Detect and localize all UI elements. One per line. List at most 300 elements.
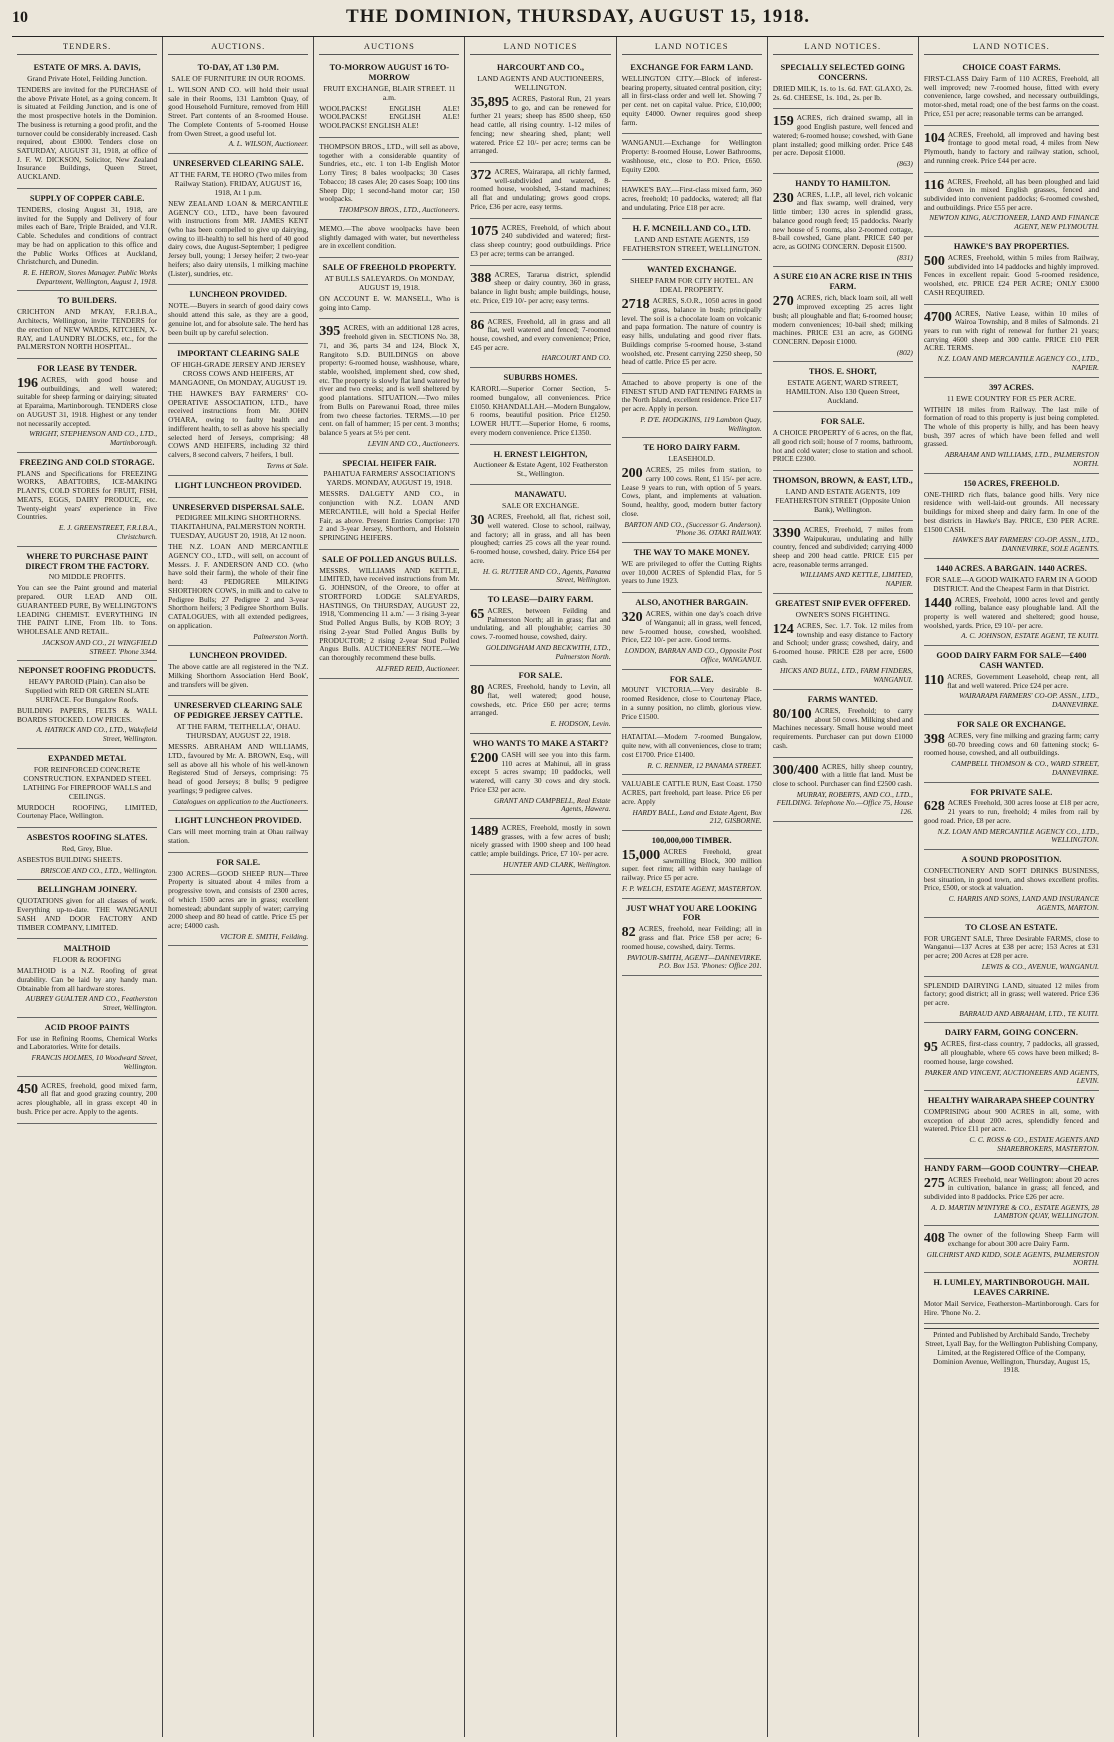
ad-body-text: ACRES, Government Leasehold, cheap rent, all flat and well watered. Price £24 per acre. xyxy=(947,672,1100,690)
ad-body xyxy=(17,308,157,352)
ad-body xyxy=(17,967,157,993)
ad-headline: 1440 ACRES. A BARGAIN. 1440 ACRES. xyxy=(936,563,1087,573)
ad-body-text: 2300 ACRES—GOOD SHEEP RUN—Three Property is situated about 4 miles from a progressive town, and consists of 2300 acres, of which 1500 acres are in grass; excellent homestead; abundant supply of water; carrying 2000 sheep and 80 head of cattle. Price £5 per acre; £4000 cash. xyxy=(168,868,309,931)
ad-body xyxy=(924,75,1099,119)
ad-body xyxy=(168,390,308,460)
ad-acreage-number: 1075 xyxy=(470,223,499,239)
ad-body xyxy=(319,295,459,312)
ad-headline: HARCOURT AND CO., xyxy=(496,63,584,73)
ad-body-text: ACRES, Freehold; to carry about 50 cows. Milking shed and Machines necessary. Small house would meet requirements. Purchaser can put down £1000 cash. xyxy=(772,705,913,750)
classified-ad xyxy=(168,646,308,696)
ad-acreage-number: £200 xyxy=(470,750,499,766)
ad-signature: HARDY BALL, Land and Estate Agent, Box 212, GISBORNE. xyxy=(632,807,762,826)
ad-body-text: ACRES, S.O.R., 1050 acres in good grass, balance in bush; principally level. The soil is a chocolate loam on volcanic and papa formation. The nature of country is easy hills, undulating and good river flats. Buildings comprise 5-roomed house, 3-stand woolshed, etc. Present carrying 2250 sheep, 50 head of cattle. Price £5 per acre. xyxy=(621,296,762,367)
classified-ad xyxy=(622,438,762,543)
classified-ad xyxy=(168,344,308,475)
ad-headline: SALE OF FREEHOLD PROPERTY. xyxy=(322,263,457,273)
classified-ad xyxy=(17,939,157,1018)
ad-subheading: ESTATE AGENT, WARD STREET, HAMILTON. Also 130 Queen Street, Auckland. xyxy=(785,378,900,406)
ad-body-text: ACRES, Freehold, 1000 acres level and gently rolling, balance easy ploughable land. All the property is well watered and sheltered; good house, woolshed, yards. Price, £9 10/- per acre. xyxy=(923,594,1100,630)
ad-body-text: You can see the Paint ground and material prepared. OUR LEAD AND OIL GUARANTEED PURE, By WELLINGTON'S LEADING CHEMIST. EVERYTHING IN THE PAINT LINE, From 1lb. to Tons. WHOLESALE AND RETAIL. xyxy=(17,583,158,637)
ad-body-text: THOMPSON BROS., LTD., will sell as above, together with a considerable quantity of Sundries, etc., etc. 1 ton 1-lb English Motor Lorry Tires; 8 bales woolpacks; 30 Cases Tobacco; 18 cases Ale; 20 cases Soap; 100 tins Sheep Dip; 1 second-hand motor car; 150 woolpacks. xyxy=(319,141,460,204)
ad-body xyxy=(622,780,762,806)
ad-acreage-number: 65 xyxy=(470,606,485,622)
ad-body-text: ACRES, hilly sheep country, with a little flat land. Must be close to school. Purchaser can find £2500 cash. xyxy=(772,761,913,788)
classified-ad xyxy=(17,828,157,880)
ad-body-text: SPLENDID DAIRYING LAND, situated 12 miles from factory; good district; all in grass; well watered. Price £36 per acre. xyxy=(923,980,1100,1007)
ad-headline: H. LUMLEY, MARTINBOROUGH. MAIL LEAVES CARRINE. xyxy=(933,1278,1090,1298)
ad-subheading: HEAVY PAROID (Plain). Can also be Supplied with RED OR GREEN SLATE SURFACE. For Bungalow Roofs. xyxy=(25,677,149,705)
classified-ad xyxy=(924,1273,1099,1324)
classified-ad xyxy=(17,547,157,662)
ad-acreage-number: 2718 xyxy=(621,297,650,313)
ad-headline: WHERE TO PURCHASE PAINT DIRECT FROM THE FACTORY. xyxy=(25,551,149,571)
ad-headline: BELLINGHAM JOINERY. xyxy=(37,885,137,895)
ad-body-text: ACRES, freehold, near Feilding; all in grass and flat. Price £58 per acre; 6-roomed house, cowshed, dairy. Terms. xyxy=(621,924,762,951)
ad-subheading: PEDIGREE MILKING SHORTHORNS. TIAKITAHUNA, PALMERSTON NORTH. TUESDAY, AUGUST 20, 1918, At 12 noon. xyxy=(170,513,307,541)
ad-headline: THE WAY TO MAKE MONEY. xyxy=(633,548,750,558)
ad-signature: Catalogues on application to the Auctioneers. xyxy=(172,796,309,806)
column-heading: LAND NOTICES. xyxy=(924,39,1099,55)
ad-body-text: ACRES, Freehold, all has been ploughed and laid down in mixed English grasses, fenced and subdivided into convenient paddocks; 6-roomed cowshed, and outbuildings. Price £55 per acre. xyxy=(923,176,1100,212)
ad-body-text: ACRES Freehold, near Wellington: about 20 acres in cultivation, balance in grass; all fenced, and subdivided into 8 paddocks. Price £26 per acre. xyxy=(923,1174,1100,1201)
ad-body-text: ACRES, Sec. 1.7. Tok. 12 miles from township and easy distance to Factory and School; under grass; cowshed, dairy, and 6-roomed house. PRICE £28 per acre, £600 cash. xyxy=(772,620,913,665)
ad-body-text: ACRES, with an additional 128 acres, freehold given in. SECTIONS No. 38, 71, and 36, parts 34 and 124, Block X, Rangitoto S.D. BUILDINGS on above property: 6-roomed house, washhouse, whare, stable, woolshed, implement shed, cow shed, etc. The property is slowly flat land watered by river and two creeks; and is well sheltered by good plantations. SITUATION.—Two miles from Bulls on Parewanui Road, three miles from two cheese factories. TERMS.—10 per cent. on fall of hammer; 15 per cent. 3 months; balance 5 years at 5½ per cent. xyxy=(319,323,460,438)
ad-body xyxy=(924,867,1099,893)
classified-ad xyxy=(17,661,157,749)
ad-subheading: OWNER'S SONS FIGHTING. xyxy=(795,609,890,619)
classified-ad xyxy=(622,593,762,669)
classified-ad xyxy=(470,219,610,266)
ad-body xyxy=(924,1231,1099,1248)
ad-subheading: AT BULLS SALEYARDS. On MONDAY, AUGUST 19, 1918. xyxy=(324,273,455,292)
page-number: 10 xyxy=(12,9,28,26)
classified-ad xyxy=(924,474,1099,559)
classified-ad xyxy=(622,374,762,438)
classified-ad xyxy=(924,715,1099,783)
ad-body xyxy=(622,297,762,367)
classified-ad xyxy=(622,58,762,134)
ad-body xyxy=(168,663,308,689)
ad-acreage-number: 1489 xyxy=(470,823,499,839)
ad-subheading: FLOOR & ROOFING xyxy=(52,955,122,965)
ad-body-text: FOR URGENT SALE, Three Desirable FARMS, close to Wanganui—137 Acres at £38 per acre; 153 Acres at £31 per acre; 200 Acres at £28 per acre. xyxy=(923,933,1100,961)
ad-body xyxy=(924,935,1099,961)
ad-body-text: ACRES, Freehold, mostly in sown grasses, with a few acres of bush; nicely grassed with 1900 sheep and 100 head cattle; ample buildings. Price, £7 10/- per acre. xyxy=(470,822,611,859)
ad-signature: NEWTON KING, AUCTIONEER, LAND AND FINANCE AGENT, NEW PLYMOUTH. xyxy=(929,213,1100,232)
ad-headline: FOR SALE. xyxy=(518,671,563,681)
classified-ad xyxy=(470,445,610,486)
classified-ad xyxy=(622,775,762,831)
ad-body xyxy=(319,567,459,663)
ad-body-text: Attached to above property is one of the FINEST STUD AND FATTENING FARMS in the North Island, excellent residence. Price £17 per acre. Apply in person. xyxy=(621,377,762,414)
classified-ad xyxy=(773,594,913,690)
classified-ad xyxy=(924,1159,1099,1227)
ad-body-text: ACRES, Freehold, all in grass and all flat, well watered and fenced; 7-roomed house, cowshed, and every convenience; Price, £45 per acre. xyxy=(470,316,611,352)
ad-body-text: ACRES, Pastoral Run, 21 years to go, and can be renewed for further 21 years; sheep has 8500 sheep, 650 head cattle, all rising country. 1-12 miles of fencing; new shearing shed, plant; well watered. Price £2 10/- per acre; terms can be arranged. xyxy=(470,93,611,156)
ad-headline: LIGHT LUNCHEON PROVIDED. xyxy=(174,816,302,826)
classified-ad xyxy=(319,550,459,679)
ad-body xyxy=(319,105,459,131)
classified-ad xyxy=(622,219,762,260)
ad-body xyxy=(924,596,1099,631)
ad-body-text: The above cattle are all registered in the 'N.Z. Milking Shorthorn Association Herd Book', and transfers will be given. xyxy=(168,662,309,689)
ad-body-text: ACRES, first-class country, 7 paddocks, all grassed, all ploughable, where 65 cows have been milked; 8-roomed house, large cowshed. xyxy=(923,1039,1100,1066)
ad-headline: GOOD DAIRY FARM FOR SALE—£400 CASH WANTED. xyxy=(936,651,1087,671)
classified-ad xyxy=(924,378,1099,474)
ad-body xyxy=(168,200,308,279)
ad-signature: H. G. RUTTER AND CO., Agents, Panama Street, Wellington. xyxy=(482,566,611,585)
ad-subheading: LEASEHOLD. xyxy=(668,454,715,464)
ad-body xyxy=(470,513,610,565)
ad-acreage-number: 86 xyxy=(470,317,485,333)
ad-body xyxy=(622,733,762,759)
ad-headline: HEALTHY WAIRARAPA SHEEP COUNTRY xyxy=(927,1096,1095,1106)
ad-signature: THOMPSON BROS., LTD., Auctioneers. xyxy=(338,205,460,215)
ad-headline: TE HORO DAIRY FARM. xyxy=(643,443,740,453)
ad-acreage-number: 104 xyxy=(923,130,945,146)
classified-ad xyxy=(17,291,157,359)
ad-signature: AUBREY GUALTER AND CO., Featherston Street, Wellington. xyxy=(25,994,158,1013)
ad-body xyxy=(773,191,913,252)
classified-ad xyxy=(17,189,157,292)
ad-acreage-number: 80/100 xyxy=(772,706,812,722)
ad-headline: SPECIAL HEIFER FAIR. xyxy=(342,458,437,468)
ad-headline: FOR LEASE BY TENDER. xyxy=(37,364,137,374)
page-column xyxy=(919,37,1104,1737)
ad-headline: DAIRY FARM, GOING CONCERN. xyxy=(944,1028,1078,1038)
ad-signature: LEWIS & CO., AVENUE, WANGANUI. xyxy=(981,961,1100,971)
ad-signature: MURRAY, ROBERTS, AND CO., LTD., FEILDING. Telephone No.—Office 75, House 126. xyxy=(776,789,913,817)
ad-headline: 397 ACRES. xyxy=(989,382,1034,392)
classified-ad xyxy=(773,267,913,362)
ad-signature: E. J. GREENSTREET, F.R.I.B.A., Christchurch. xyxy=(58,523,158,541)
ad-body-text: MESSRS. WILLIAMS AND KETTLE, LIMITED, have received instructions from Mr. G. JOHNSON, of the Oreore, to offer at STORTFORD LODGE SALEYARDS, HASTINGS, On THURSDAY, AUGUST 22, 1918, 'Commencing 11 a.m.' — 3 rising 3-year Stud Polled Angus Bulls, by KOB ROY; 3 rising 2-year Stud Polled Angus Bulls by PRODUCTOR; 2 rising 2-year Stud Polled Angus Bulls. AUCTIONEERS' NOTE.—We can thoroughly recommend these bulls. xyxy=(319,565,460,663)
classified-ad xyxy=(773,521,913,594)
ad-subheading: LAND AGENTS AND AUCTIONEERS, WELLINGTON. xyxy=(477,73,604,92)
ad-signature: PAVIOUR-SMITH, AGENT—DANNEVIRKE. P.O. Box 153. 'Phones: Office 201. xyxy=(627,952,762,971)
ad-body-text: THE N.Z. LOAN AND MERCANTILE AGENCY CO., LTD., will sell, on account of Messrs. J. F. ANDERSON AND CO. (who have sold their farm), the whole of their fine herd: 43 PEDIGREE MILKING SHORTHORN COWS, in milk and to calve to Pedigree Bulls; 27 Pedigree 2 and 3-year Shorthorn heifers; 3 Pedigree Shorthorn Bulls. CATALOGUES, with all extended pedigrees, on application. xyxy=(168,542,309,630)
ad-acreage-number: 196 xyxy=(17,375,38,391)
ad-subheading: SHEEP FARM FOR CITY HOTEL. AN IDEAL PROPERTY. xyxy=(630,276,754,295)
classified-ad xyxy=(470,368,610,444)
ad-headline: WHO WANTS TO MAKE A START? xyxy=(472,738,609,748)
ad-signature: BRISCOE AND CO., LTD., Wellington. xyxy=(40,865,158,875)
column-heading: LAND NOTICES. xyxy=(773,39,913,55)
ad-signature: (863) xyxy=(896,158,913,168)
ad-subheading: OF HIGH-GRADE JERSEY AND JERSEY CROSS COWS AND HEIFERS, AT MANGAONE, On MONDAY, AUGUST 19. xyxy=(169,360,307,388)
ad-body-text: ON ACCOUNT E. W. MANSELL, Who is going into Camp. xyxy=(319,293,460,312)
classified-ad xyxy=(319,454,459,550)
ad-subheading: SALE OF FURNITURE IN OUR ROOMS. xyxy=(171,73,306,83)
classified-ad xyxy=(470,734,610,819)
page-column xyxy=(768,37,919,1737)
ad-acreage-number: 116 xyxy=(923,177,945,193)
ad-body-text: ACRES, within one day's coach drive of Wanganui; all in grass, well fenced, new 5-roomed house, cowshed, woolshed. Price, £22 10/- per acre. Good terms. xyxy=(621,609,762,645)
ad-body-text: ACRES, Freehold, within 5 miles from Railway, subdivided into 14 paddocks and highly improved. Fences in excellent repair. Good 5-roomed residence, woolshed, etc. PRICE £24 PER ACRE; ONLY £3000 CASH REQUIRED. xyxy=(923,252,1100,297)
ad-body xyxy=(622,139,762,174)
classified-ad xyxy=(17,749,157,828)
ad-subheading: SALE OR EXCHANGE. xyxy=(501,501,579,511)
ad-subheading: Auctioneer & Estate Agent, 102 Featherston St., Wellington. xyxy=(473,460,608,479)
ad-headline: 150 ACRES, FREEHOLD. xyxy=(963,478,1060,488)
ad-signature: Terms at Sale. xyxy=(266,460,309,470)
ad-acreage-number: 275 xyxy=(923,1175,945,1191)
classified-ad xyxy=(924,173,1099,237)
ad-body-text: THE HAWKE'S BAY FARMERS' CO-OPERATIVE ASSOCIATION, LTD., have received instructions from Mr. JOHN O'HARA, owing to faulty health and indifferent health, to sell as above his specially selected herd of Jerseys, comprising: 48 COWS AND HEIFERS, including 32 third calvers, 8 second calvers, 7 heifers, 1 bull. xyxy=(168,389,309,460)
ad-signature: Palmerston North. xyxy=(253,631,309,641)
ad-acreage-number: 80 xyxy=(470,683,485,699)
column-heading: AUCTIONS. xyxy=(168,39,308,55)
ad-acreage-number: 200 xyxy=(621,466,643,482)
ad-signature: E. HODSON, Levin. xyxy=(550,719,611,729)
classified-ad xyxy=(924,559,1099,646)
classified-ad xyxy=(470,590,610,666)
classified-ad xyxy=(168,58,308,154)
ad-headline: EXCHANGE FOR FARM LAND. xyxy=(630,63,753,73)
ad-body xyxy=(773,85,913,102)
ad-headline: TO-DAY, AT 1.30 P.M. xyxy=(197,63,279,73)
ad-body-text: ACRES, freehold, good mixed farm, all flat and good grazing country, 200 acres ploughable, all in grass except 40 in bush. Price per acre. Apply to the agents. xyxy=(17,1080,158,1116)
ad-headline: UNRESERVED CLEARING SALE. xyxy=(172,159,304,169)
ad-body-text: ACRES Freehold, great sawmilling Block, 300 million super. feet rimu; all within easy haulage of railway. Price £5 per acre. xyxy=(621,846,762,883)
ad-acreage-number: 398 xyxy=(923,731,945,747)
ad-body xyxy=(470,224,610,259)
classified-ad xyxy=(622,670,762,729)
ad-headline: TO BUILDERS. xyxy=(57,296,117,306)
ad-body xyxy=(924,491,1099,535)
ad-body-text: ACRES, Freehold, handy to Levin, all flat, well watered; good house, cowsheds, etc. Price £60 per acre; terms arranged. xyxy=(470,682,611,718)
ad-subheading: Grand Private Hotel, Feilding Junction. xyxy=(27,73,147,83)
ad-body-text: PLANS and Specifications for FREEZING WORKS, ABATTOIRS, ICE-MAKING PLANTS, COLD STORES for FRUIT, FISH, MEATS, EGGS, DAIRY PRODUCE, etc. Twenty-eight years' experience in Five Countries. xyxy=(17,468,158,522)
ad-signature: C. HARRIS AND SONS, LAND AND INSURANCE AGENTS, MARTON. xyxy=(948,894,1100,912)
ad-subheading: FOR SALE—A GOOD WAIKATO FARM IN A GOOD DISTRICT. And the Cheapest Farm in that District. xyxy=(925,574,1098,593)
classified-ad xyxy=(319,258,459,319)
ad-body xyxy=(17,1035,157,1052)
ad-signature: GRANT AND CAMPBELL, Real Estate Agents, Hawera. xyxy=(494,795,611,814)
ad-body xyxy=(773,622,913,666)
ad-headline: TO-MORROW AUGUST 16 TO-MORROW xyxy=(329,63,450,82)
page-column xyxy=(12,37,163,1737)
ad-body xyxy=(622,925,762,951)
ad-signature: JACKSON AND CO., 21 WINGFIELD STREET. 'Phone 3344. xyxy=(42,637,158,656)
ad-body-text: Cars will meet morning train at Ohau railway station. xyxy=(168,827,309,845)
ad-signature: HICKS AND BULL, LTD., FARM FINDERS, WANGANUI. xyxy=(780,666,913,685)
ad-signature: PARKER AND VINCENT, AUCTIONEERS AND AGENTS, LEVIN. xyxy=(924,1067,1100,1086)
ad-headline: LUNCHEON PROVIDED. xyxy=(189,290,287,300)
classified-ad xyxy=(622,543,762,593)
ad-body-text: ACRES, rich drained swamp, all in good English pasture, well fenced and watered; 6-roomed house; cowshed, with Gane plant installed; good milking order. Price £48 per acre. Deposit £1000. xyxy=(772,113,913,158)
ad-subheading: Red, Grey, Blue. xyxy=(61,844,113,854)
classified-ad xyxy=(17,880,157,939)
ad-body xyxy=(924,310,1099,354)
ad-body-text: ACRES, with good house and outbuildings, and well watered; suitable for sheep farming or dairying; situated at Eparaima, Martinborough. TENDERS close on AUGUST 31, 1918. Highest or any tender not necessarily accepted. xyxy=(17,374,158,428)
ad-body-text: WELLINGTON CITY.—Block of inferest-bearing property, situated central position, city; all in first-class order and well let. Showing 7 per cent. net on capital value. Price, £10,000; equity £4000. Owner requires good sheep farm. xyxy=(621,73,762,127)
ad-body-text: ACRES, L.I.P., all level, rich volcanic and flax swamp, well drained, very little timber; 130 acres in splendid grass, balance good rough feed; 15 paddocks. Nearly new house of 5 rooms, also 2-roomed cottage, 8-bail cowshed, Gane plant. PRICE £40 per acre, as GOING CONCERN. Deposit £1500. xyxy=(772,189,913,252)
ad-signature: BARTON AND CO., (Successor G. Anderson). 'Phone 36. OTAKI RAILWAY. xyxy=(624,519,762,538)
ad-signature: P. D'E. HODGKINS, 119 Lambton Quay, Wellington. xyxy=(640,414,762,433)
classified-ad xyxy=(773,412,913,471)
ad-headline: SALE OF POLLED ANGUS BULLS. xyxy=(322,554,457,564)
classified-ad xyxy=(17,1077,157,1124)
ad-signature: HARCOURT AND CO. xyxy=(541,353,611,363)
ad-headline: A SOUND PROPOSITION. xyxy=(961,855,1062,865)
classified-ad xyxy=(470,485,610,590)
ad-body-text: HATAITAI.—Modern 7-roomed Bungalow, quite new, with all conveniences, close to tram; cost £1700. Price £1400. xyxy=(621,732,762,759)
ad-headline: ASBESTOS ROOFING SLATES. xyxy=(26,833,148,843)
ad-body-text: ACRES Freehold, 300 acres loose at £18 per acre, 21 years to run, freehold; 4 miles from rail by good road. Price, £8 per acre. xyxy=(923,798,1100,825)
ad-body xyxy=(924,673,1099,690)
ad-body xyxy=(773,707,913,751)
ad-body-text: A CHOICE PROPERTY of 6 acres, on the flat, all good rich soil; house of 7 rooms, bathroom, hot and cold water; close to station and school. PRICE £2300. xyxy=(772,428,913,464)
ad-body xyxy=(470,385,610,437)
classified-ad xyxy=(924,1226,1099,1273)
classified-ad xyxy=(17,359,157,453)
ad-body xyxy=(773,429,913,464)
page-column xyxy=(465,37,616,1737)
ad-body-text: NOTE.—Buyers in search of good dairy cows should attend this sale, as they are a good, genuine lot, and for absolute sale. The herd has been built up by careful selection. xyxy=(168,301,309,337)
classified-ad xyxy=(924,850,1099,918)
ad-subheading: LAND AND ESTATE AGENTS, 159 FEATHERSTON STREET, WELLINGTON. xyxy=(622,235,761,254)
ad-signature: HUNTER AND CLARK, Wellington. xyxy=(503,859,611,869)
ad-acreage-number: 450 xyxy=(17,1081,38,1097)
ad-acreage-number: 270 xyxy=(772,294,794,310)
classified-ad xyxy=(470,266,610,313)
column-heading: LAND NOTICES xyxy=(470,39,610,55)
ad-headline: A SURE £10 AN ACRE RISE IN THIS FARM. xyxy=(773,272,913,292)
ad-body-text: CRICHTON AND M'KAY, F.R.I.B.A., Architects, Wellington, invite TENDERS for the erection of NEW WARDS, KITCHEN, X-RAY, and LAUNDRY BLOCKS, etc., for the PALMERSTON NORTH HOSPITAL. xyxy=(17,307,158,352)
classified-ad xyxy=(168,696,308,811)
ad-acreage-number: 159 xyxy=(772,114,794,130)
ad-headline: ALSO, ANOTHER BARGAIN. xyxy=(635,598,748,608)
ad-acreage-number: 500 xyxy=(923,253,945,269)
ad-body-text: L. WILSON AND CO. will hold their usual sale in their Rooms, 131 Lambton Quay, of good Household Furniture, removed from Hill Street. Part contents of an 8-roomed House. The Complete Contents of 5-roomed House from Owen Street, a good useful lot. xyxy=(168,84,309,138)
ad-headline: H. F. MCNEILL AND CO., LTD. xyxy=(632,224,751,234)
ad-headline: WANTED EXCHANGE. xyxy=(646,265,737,275)
ad-body-text: The owner of the following Sheep Farm will exchange for about 300 acre Dairy Farm. xyxy=(947,1230,1100,1248)
ad-signature: WRIGHT, STEPHENSON AND CO., LTD., Martinborough. xyxy=(29,429,158,448)
ad-body-text: ACRES, Freehold, all improved and having best frontage to good metal road, 4 miles from New Plymouth, handy to factory and railway station, school, and running creek. Price £44 per acre. xyxy=(923,129,1100,165)
classified-ad xyxy=(622,134,762,181)
classified-ad xyxy=(622,260,762,374)
classified-ad xyxy=(319,220,459,258)
ad-signature: VICTOR E. SMITH, Feilding. xyxy=(220,931,309,941)
ad-acreage-number: 1440 xyxy=(923,595,952,611)
ad-headline: LIGHT LUNCHEON PROVIDED. xyxy=(174,480,302,490)
ad-signature: LEVIN AND CO., Auctioneers. xyxy=(367,438,460,448)
ad-body-text: MALTHOID is a N.Z. Roofing of great durability. Can be laid by any handy man. Obtainable from all hardware stores. xyxy=(17,966,158,993)
ad-body xyxy=(470,607,610,642)
ad-signature: (831) xyxy=(896,252,913,262)
ad-headline: GREATEST SNIP EVER OFFERED. xyxy=(775,598,911,608)
ad-headline: JUST WHAT YOU ARE LOOKING FOR xyxy=(626,903,758,923)
ad-body xyxy=(773,526,913,570)
ad-headline: FOR PRIVATE SALE. xyxy=(970,787,1053,797)
ad-headline: THOMSON, BROWN, & EAST, LTD., xyxy=(772,476,913,486)
ad-body xyxy=(622,466,762,518)
classified-ad xyxy=(470,58,610,163)
ad-body-text: ACRES, rich, black loam soil, all well improved excepting 25 acres light bush; all ploughable and flat; 6-roomed house; modern conveniences; 10-bail shed; milking machines. PRICE £31 an acre, as GOING CONCERN. Deposit £1000. xyxy=(772,293,913,346)
ad-headline: TO LEASE—DAIRY FARM. xyxy=(487,595,594,605)
ad-body-text: CONFECTIONERY AND SOFT DRINKS BUSINESS, best situation, in good town, and shows excellent profits. Price, £500, or stock at valuation. xyxy=(923,866,1100,893)
ad-body xyxy=(924,799,1099,825)
ad-body xyxy=(17,584,157,636)
ad-signature: F. P. WELCH, ESTATE AGENT, MASTERTON. xyxy=(621,883,762,893)
ad-body xyxy=(319,225,459,251)
ad-body-text: ACRES, Freehold, all flat, richest soil, well watered. Close to school, railway, and factory; all in grass, and all has been ploughed; carries 25 cows all the year round. 6-roomed house, cowshed, dairy. Price £64 per acre. xyxy=(470,512,611,565)
ad-signature: A. HATRICK AND CO., LTD., Wakefield Street, Wellington. xyxy=(36,725,158,744)
classified-ad xyxy=(168,285,308,344)
classified-ad xyxy=(924,977,1099,1024)
ad-body-text: Motor Mail Service, Featherston–Martinborough. Cars for Hire. 'Phone No. 2. xyxy=(923,1298,1100,1317)
ad-body-text: WANGANUI.—Exchange for Wellington Property: 8-roomed House, Lower Bathrooms, washhouse, etc., close to P.O. Price, £650. Equity £200. xyxy=(621,138,762,174)
ad-headline: ACID PROOF PAINTS xyxy=(44,1022,130,1032)
classified-ad xyxy=(773,362,913,412)
classified-ad xyxy=(319,58,459,138)
ad-body xyxy=(924,178,1099,213)
ad-headline: MALTHOID xyxy=(63,944,111,954)
ad-acreage-number: 15,000 xyxy=(621,847,661,863)
ad-body xyxy=(470,751,610,795)
ad-acreage-number: 230 xyxy=(772,190,794,206)
page-column xyxy=(314,37,465,1737)
classified-ad xyxy=(773,58,913,109)
classified-ad xyxy=(622,831,762,899)
ad-headline: CHOICE COAST FARMS. xyxy=(962,63,1061,73)
ad-acreage-number: 372 xyxy=(470,167,492,183)
ad-body xyxy=(622,75,762,127)
ad-signature: N.Z. LOAN AND MERCANTILE AGENCY CO., LTD., WELLINGTON. xyxy=(937,826,1100,845)
ad-body xyxy=(470,683,610,718)
ad-signature: BARRAUD AND ABRAHAM, LTD., TE KUITI. xyxy=(959,1008,1100,1018)
ad-body-text: ONE-THIRD rich flats, balance good hills. Very nice residence with well-laid-out grounds. All necessary buildings for mixed sheep and dairy farm. In one of the best districts in Hawke's Bay. PRICE, £30 PER ACRE. £1500 CASH. xyxy=(923,489,1100,534)
ad-acreage-number: 95 xyxy=(923,1040,938,1056)
ad-headline: MANAWATU. xyxy=(514,490,567,500)
classified-ad xyxy=(319,319,459,453)
ad-body xyxy=(622,186,762,212)
ad-body-text: ACRES, Freehold, 7 miles from Waipukurau, undulating and hilly country, fenced and subdivided; carrying 4000 sheep and 200 head cattle. PRICE £15 per acre, reasonable terms arranged. xyxy=(772,524,913,569)
ad-acreage-number: 4700 xyxy=(923,309,952,325)
ad-headline: FOR SALE. xyxy=(820,417,865,427)
ad-body-text: MOUNT VICTORIA.—Very desirable 8-roomed Residence, close to Courtenay Place, in a sunny position, no climb, glorious view. Price £1500. xyxy=(621,685,762,721)
ad-body xyxy=(470,318,610,353)
ad-body xyxy=(622,560,762,586)
printer-imprint: Printed and Published by Archibald Sando, Trecheby Street, Lyall Bay, for the Wellington Publishing Company, Limited, at the Registered Office of the Company, Dominion Avenue, Wellington, Thursday, August 15, 1918. xyxy=(925,1330,1098,1375)
classified-ad xyxy=(17,58,157,189)
ad-body-text: TENDERS are invited for the PURCHASE of the above Private Hotel, as a going concern. It is situated at Feilding Junction, and is one of the most prospective hotels in the Dominion. The business is returning a good profit, and the turnover could be considerably increased. Cash required, about £3000. Tenders close on SATURDAY, AUGUST 31, 1918, at office of J. F. W. DICKSON, Solicitor, New Zealand Insurance Buildings, Queen Street, AUCKLAND. xyxy=(17,84,158,182)
ad-body-text: NEW ZEALAND LOAN & MERCANTILE AGENCY CO., LTD., have been favoured with instructions from MR. JAMES KENT (who has been compelled to give up dairying, owing to ill-health) to sell his herd of 40 good dairy cows, due August-September; 1 pedigree Jersey bull, young; 1 Jersey heifer; 2 two-year heifers; also dairy utensils, 1 milking machine (Lister), sundries, etc. xyxy=(168,198,309,278)
ad-acreage-number: 628 xyxy=(923,799,945,815)
ad-subheading: PAHIATUA FARMERS' ASSOCIATION'S YARDS. MONDAY, AUGUST 19, 1918. xyxy=(323,469,456,488)
ad-signature: R. C. RENNER, 12 PANAMA STREET. xyxy=(647,760,762,770)
classified-ad xyxy=(773,471,913,521)
ad-body xyxy=(622,379,762,414)
classified-ad xyxy=(773,174,913,268)
classified-ad xyxy=(470,163,610,219)
ad-body xyxy=(319,324,459,438)
classified-ad xyxy=(622,728,762,775)
ad-body xyxy=(924,254,1099,298)
ad-body xyxy=(470,95,610,156)
classified-ad xyxy=(924,305,1099,378)
columns-container xyxy=(12,37,1104,1737)
ad-headline: HANDY TO HAMILTON. xyxy=(795,178,891,188)
ad-body xyxy=(470,271,610,306)
ad-signature: WAIRARAPA FARMERS' CO-OP. ASSN., LTD., DANNEVIRKE. xyxy=(958,691,1100,710)
ad-subheading: LAND AND ESTATE AGENTS, 109 FEATHERSTON STREET (Opposite Union Bank), Wellington. xyxy=(775,486,911,514)
classified-ad xyxy=(17,1018,157,1077)
ad-body-text: QUOTATIONS given for all classes of work. Everything up-to-date. THE WANGANUI SASH AND DOOR FACTORY AND TIMBER COMPANY, LIMITED. xyxy=(17,896,158,932)
